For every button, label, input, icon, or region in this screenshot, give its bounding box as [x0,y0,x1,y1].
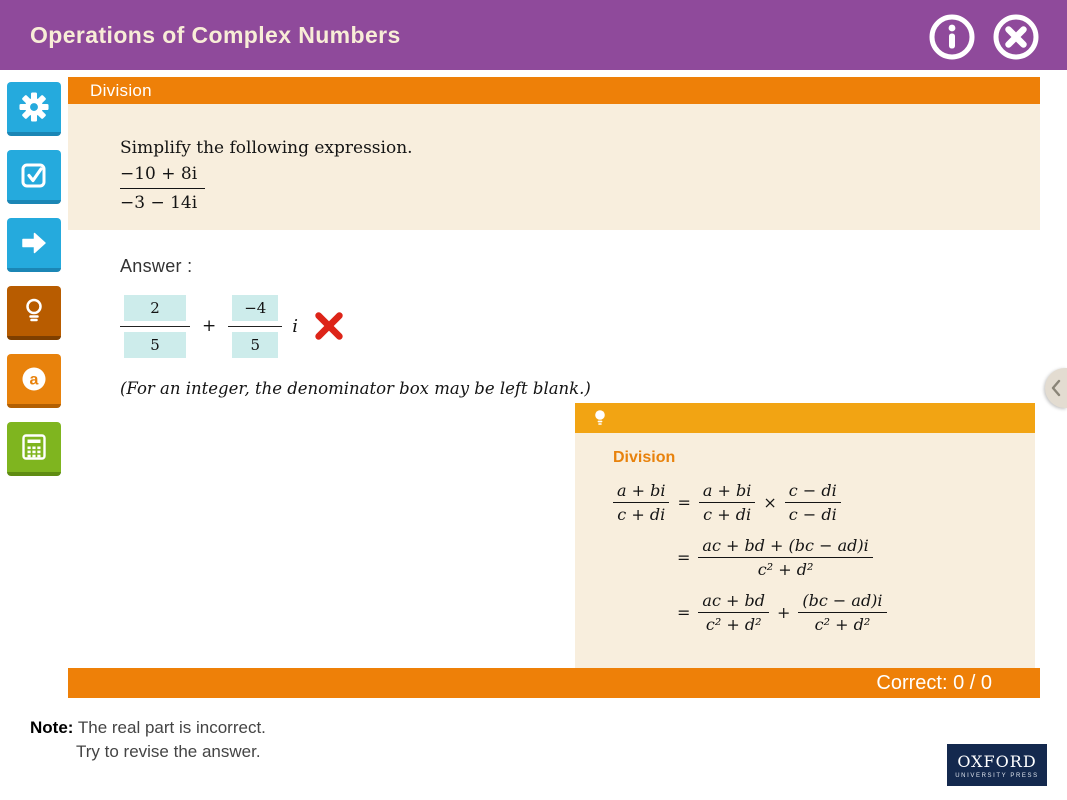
numerator: (bc − ad)i [798,591,886,613]
i-symbol: i [292,315,299,337]
status-bar [68,668,1040,698]
info-button[interactable] [928,13,976,61]
problem-numerator: −10 + 8i [120,164,205,189]
lightbulb-icon [19,296,49,326]
note-label: Note: [30,718,74,737]
fraction [613,481,669,524]
close-button[interactable] [992,13,1040,61]
answer-a-icon [19,364,49,394]
chevron-left-icon [1050,378,1062,398]
hint-formula-line-3 [669,591,1035,634]
hint-panel-body [575,433,1035,668]
titlebar [0,0,1067,70]
problem-instruction: Simplify the following expression. [120,138,413,158]
numerator: a + bi [613,481,669,503]
hint-panel-header [575,403,1035,433]
answer-format-note: (For an integer, the denominator box may be left blank.) [120,379,591,398]
denominator: c + di [617,505,666,524]
numerator: c − di [785,481,841,503]
answer-label: Answer : [120,256,193,276]
calculator-icon [19,432,49,462]
sidebar-item-settings[interactable] [7,82,61,136]
denominator: c² + d² [814,615,871,634]
real-part-fraction [120,295,190,358]
fraction [698,536,872,579]
oxford-logo-subtitle: UNIVERSITY PRESS [955,772,1039,779]
sidebar-item-hint[interactable] [7,286,61,340]
svg-text:a: a [29,371,39,389]
section-title: Division [90,80,152,100]
hint-panel [575,403,1035,668]
plus-sign: + [776,603,791,622]
equals-sign: = [677,603,691,622]
denominator: c² + d² [757,560,814,579]
correct-counter: Correct: 0 / 0 [876,671,992,694]
close-icon [992,13,1040,61]
gear-icon [19,92,49,122]
equals-sign: = [677,493,691,512]
fraction [698,591,769,634]
checklist-icon [19,160,49,190]
oxford-logo-title: OXFORD [957,751,1037,771]
numerator: ac + bd + (bc − ad)i [698,536,872,558]
denominator: c² + d² [705,615,762,634]
real-numerator-input[interactable]: 2 [124,295,186,321]
denominator: c + di [703,505,752,524]
plus-sign: + [202,316,217,336]
numerator: ac + bd [698,591,769,613]
app-title: Operations of Complex Numbers [30,21,401,48]
hint-formula-line-1 [613,481,1035,524]
problem-panel [68,104,1040,230]
drawer-handle[interactable] [1045,368,1067,408]
fraction-bar [120,326,190,327]
note-line-1 [30,716,266,740]
incorrect-cross-icon [312,309,346,343]
equals-sign: = [677,548,691,567]
answer-row [120,293,1040,359]
denominator: c − di [788,505,837,524]
imag-denominator-input[interactable]: 5 [232,332,278,358]
problem-denominator: −3 − 14i [120,193,198,213]
info-icon [928,13,976,61]
bulb-icon [591,408,609,428]
sidebar-item-answer[interactable] [7,354,61,408]
times-sign: × [763,493,777,512]
imag-numerator-input[interactable]: −4 [232,295,278,321]
fraction [699,481,755,524]
sidebar-item-exercise[interactable] [7,150,61,204]
oxford-logo [947,744,1047,786]
real-denominator-input[interactable]: 5 [124,332,186,358]
fraction [785,481,841,524]
sidebar [0,70,68,800]
sidebar-item-next[interactable] [7,218,61,272]
problem-fraction [120,164,205,213]
numerator: a + bi [699,481,755,503]
section-header [68,77,1040,104]
hint-formula-line-2 [669,536,1035,579]
fraction [798,591,886,634]
arrow-right-icon [19,228,49,258]
hint-title: Division [613,449,676,466]
imaginary-part-fraction [228,295,282,358]
feedback-note [30,716,266,764]
note-text-1: The real part is incorrect. [77,718,266,737]
sidebar-item-calculator[interactable] [7,422,61,476]
note-text-2: Try to revise the answer. [76,742,261,761]
fraction-bar [228,326,282,327]
